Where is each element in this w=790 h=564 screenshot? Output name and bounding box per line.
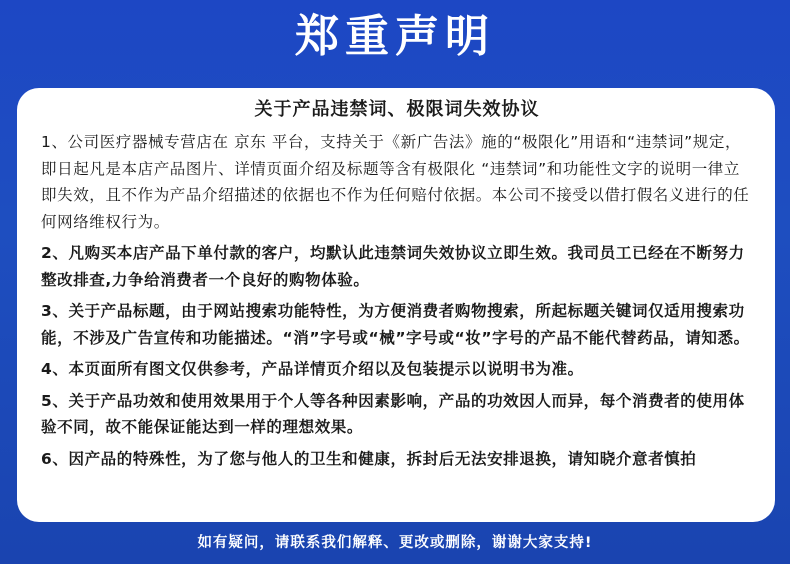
notice-clause-2: 2、凡购买本店产品下单付款的客户，均默认此违禁词失效协议立即生效。我司员工已经在不断努力整改排查,力争给消费者一个良好的购物体验。 bbox=[41, 244, 745, 289]
banner-title: 郑重声明 bbox=[295, 11, 495, 62]
notice-heading: 关于产品违禁词、极限词失效协议 bbox=[254, 99, 540, 120]
notice-clause-1: 1、公司医疗器械专营店在 京东 平台，支持关于《新广告法》施的“极限化”用语和“违禁词”规定，即日起凡是本店产品图片、详情页面介绍及标题等含有极限化 “违禁词”和功能性文字的说明一律立即失效，且不作为产品介绍描述的依据也不作为任何赔付依据。本公司不接受以借打假名义进行的任何网络维权行为。 bbox=[41, 133, 750, 231]
footer-note: 如有疑问，请联系我们解释、更改或删除，谢谢大家支持! bbox=[197, 535, 593, 551]
notice-clause-5: 5、关于产品功效和使用效果用于个人等各种因素影响，产品的功效因人而异，每个消费者的使用体验不同，故不能保证能达到一样的理想效果。 bbox=[41, 391, 745, 436]
notice-clause-6: 6、因产品的特殊性，为了您与他人的卫生和健康，拆封后无法安排退换，请知晓介意者慎拍 bbox=[41, 449, 697, 468]
notice-clause-4: 4、本页面所有图文仅供参考，产品详情页介绍以及包装提示以说明书为准。 bbox=[41, 360, 584, 378]
notice-card bbox=[17, 88, 775, 522]
notice-clause-3: 3、关于产品标题，由于网站搜索功能特性，为方便消费者购物搜索，所起标题关键词仅适用搜索功能，不涉及广告宣传和功能描述。“消”字号或“械”字号或“妆”字号的产品不能代替药品，请知悉。 bbox=[41, 302, 750, 347]
